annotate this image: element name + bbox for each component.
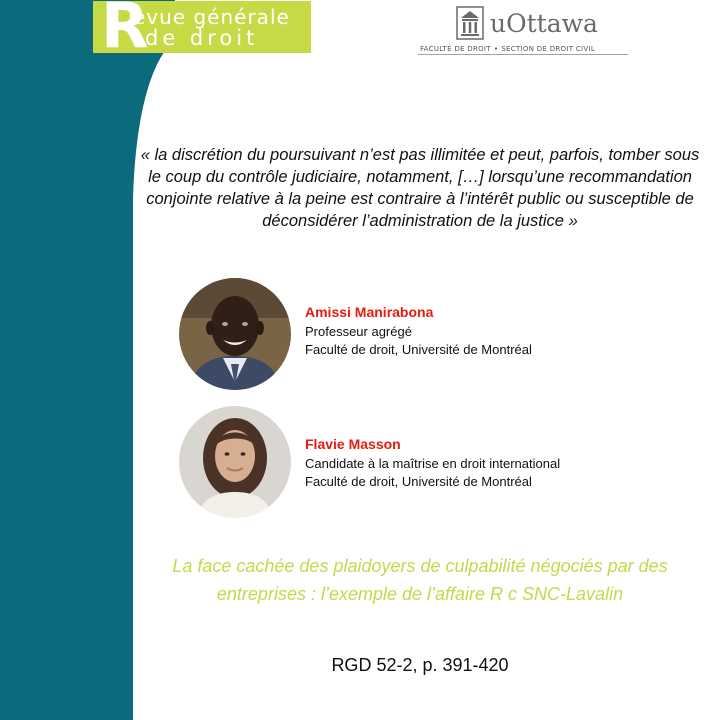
- faculty-label: FACULTÉ DE DROIT: [420, 45, 491, 53]
- author-role-masson: Candidate à la maîtrise en droit international: [305, 456, 561, 471]
- uottawa-faculty-line: [420, 45, 595, 53]
- rgd-logo-initial: R: [101, 1, 149, 53]
- logo-underline: [418, 54, 628, 55]
- section-label: SECTION DE DROIT CIVIL: [501, 45, 596, 53]
- author-affiliation-manirabona: Faculté de droit, Université de Montréal: [305, 342, 532, 357]
- rgd-logo: [93, 1, 311, 53]
- rgd-logo-line1: evue générale: [133, 5, 290, 29]
- author-photo-manirabona: [179, 278, 291, 390]
- author-name-masson: Flavie Masson: [305, 436, 401, 452]
- separator-dot: •: [493, 45, 499, 53]
- quote-text: « la discrétion du poursuivant n’est pas illimitée et peut, parfois, tomber sous le coup du contrôle judiciaire, notamment, […] lorsqu’une recommandation conjointe relative à la peine est contraire à l’intérêt public ou susceptible de déconsidérer l’administration de la justice »: [140, 146, 700, 230]
- author-role-manirabona: Professeur agrégé: [305, 324, 412, 339]
- author-name-manirabona: Amissi Manirabona: [305, 304, 434, 320]
- rgd-logo-line2: de droit: [145, 26, 259, 50]
- uottawa-logo: [418, 2, 630, 56]
- uottawa-wordmark: uOttawa: [490, 9, 598, 38]
- article-title: La face cachée des plaidoyers de culpabilité négociés par des entreprises : l’exemple de l’affaire R c SNC-Lavalin: [172, 556, 668, 604]
- university-crest-icon: [456, 6, 484, 40]
- author-affiliation-masson: Faculté de droit, Université de Montréal: [305, 474, 532, 489]
- author-photo-masson: [179, 406, 291, 518]
- citation: RGD 52-2, p. 391-420: [331, 655, 509, 675]
